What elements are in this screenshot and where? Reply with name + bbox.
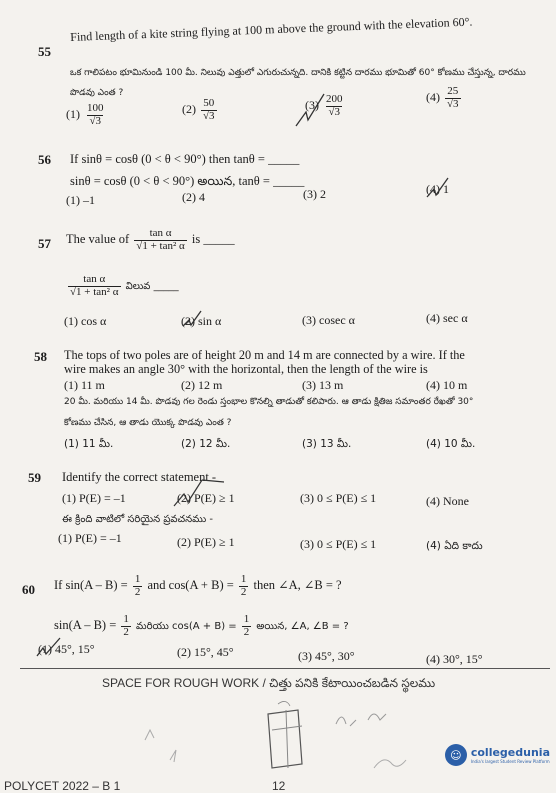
q56-option-1: (1) –1 [66, 193, 95, 207]
q58-telugu-option-1: (1) 11 మీ. [64, 438, 114, 450]
answer-tick-mark [424, 175, 452, 203]
question-55-english: Find length of a kite string flying at 100 m above the ground with the elevation 60°. [70, 14, 473, 44]
q58-telugu-option-4: (4) 10 మీ. [426, 438, 476, 450]
question-55-telugu: ఒక గాలిపటం భూమినుండి 100 మీ. నిలువు ఎత్తులో ఎగురుచున్నది. దానికి కట్టిన దారము భూమితో 60° కోణము చేస్తున్న, దారము పొడవు ఎంత ? [70, 68, 526, 98]
question-number-57: 57 [38, 236, 51, 251]
page-number: 12 [272, 779, 286, 793]
question-58-english-line-2: wire makes an angle 30° with the horizontal, then the length of the wire is [64, 362, 428, 376]
q59-telugu-option-3: (3) 0 ≤ P(E) ≤ 1 [300, 537, 377, 551]
q58-telugu-option-3: (3) 13 మీ. [302, 438, 352, 450]
pencil-scribble [168, 476, 228, 510]
q58-telugu-option-2: (2) 12 మీ. [181, 438, 231, 450]
q58-option-3: (3) 13 m [302, 378, 344, 392]
collegedunia-logo: ☺ collegedunia India's largest Student Review Platform [445, 744, 550, 766]
question-number-55: 55 [38, 44, 51, 59]
question-58-telugu-line-2: కోణము చేసిన, ఆ తాడు యొక్క పొడవు ఎంత ? [64, 418, 232, 428]
mascot-icon: ☺ [445, 744, 467, 766]
q56-option-2: (2) 4 [182, 190, 205, 204]
answer-tick-mark [180, 308, 204, 332]
q55-option-4: (4) $\frac{25}{√3}$ [426, 85, 459, 110]
q55-option-3: (3) $\frac{200}{√3}$ [305, 93, 343, 118]
rough-work-label: SPACE FOR ROUGH WORK / చిత్తు పనికి కేటాయించబడిన స్థలము [102, 676, 436, 690]
q60-option-4: (4) 30°, 15° [426, 652, 483, 666]
q59-telugu-option-2: (2) P(E) ≥ 1 [177, 535, 235, 549]
question-number-56: 56 [38, 152, 51, 167]
q59-option-3: (3) 0 ≤ P(E) ≤ 1 [300, 491, 377, 505]
q59-option-2: (2) P(E) ≥ 1 [177, 491, 235, 505]
question-60-english: If sin(A – B) = $\frac{1}{2}$ and cos(A + B) = $\frac{1}{2}$ then ∠A, ∠B = ? [54, 573, 342, 598]
question-57-english: The value of $\frac{\text{tan α}}{\text{√1 + tan² α}}$ is _____ [66, 227, 235, 252]
question-56-english: If sinθ = cosθ (0 < θ < 90°) then tanθ = _____ [70, 152, 300, 166]
question-59-telugu: ఈ క్రింది వాటిలో సరియైన ప్రవచనము - [62, 514, 213, 525]
question-56-telugu: sinθ = cosθ (0 < θ < 90°) అయిన, tanθ = _____ [70, 174, 305, 188]
answer-tick-mark [292, 90, 328, 132]
question-58-telugu-line-1: 20 మీ. మరియు 14 మీ. పొడవు గల రెండు స్తంభాల కొనల్ని తాడుతో కలిపారు. ఆ తాడు క్షితిజ సమాంతర రేఖతో 30° [64, 397, 474, 407]
q55-option-1: (1) $\frac{100}{√3}$ [66, 102, 104, 127]
q60-option-2: (2) 15°, 45° [177, 645, 234, 659]
q57-option-4: (4) sec α [426, 311, 468, 325]
q57-option-3: (3) cosec α [302, 313, 355, 327]
q57-option-1: (1) cos α [64, 314, 107, 328]
question-number-60: 60 [22, 582, 35, 597]
q58-option-4: (4) 10 m [426, 378, 468, 392]
section-divider [20, 668, 550, 669]
question-number-58: 58 [34, 349, 47, 364]
answer-tick-mark [34, 636, 64, 662]
q59-option-4: (4) None [426, 494, 469, 508]
question-57-telugu: $\frac{\text{tan α}}{\text{√1 + tan² α}}$ విలువ _____ [70, 273, 179, 298]
q57-option-2: (2) sin α [181, 314, 222, 328]
question-59-english: Identify the correct statement - [62, 470, 217, 484]
q58-option-1: (1) 11 m [64, 378, 105, 392]
q55-option-2: (2) $\frac{50}{√3}$ [182, 97, 215, 122]
q60-option-1: (1) 45°, 15° [38, 642, 95, 656]
rough-work-scribbles [130, 690, 430, 786]
q60-option-3: (3) 45°, 30° [298, 649, 355, 663]
paper-code: POLYCET 2022 – B 1 [4, 779, 121, 793]
q59-telugu-option-1: (1) P(E) = –1 [58, 531, 122, 545]
q56-option-4: (4) 1 [426, 182, 449, 196]
q58-option-2: (2) 12 m [181, 378, 223, 392]
question-number-59: 59 [28, 470, 41, 485]
q59-telugu-option-4: (4) ఏది కాదు [426, 540, 483, 552]
question-58-english-line-1: The tops of two poles are of height 20 m and 14 m are connected by a wire. If the [64, 348, 465, 362]
q56-option-3: (3) 2 [303, 187, 326, 201]
question-60-telugu: sin(A – B) = $\frac{1}{2}$ మరియు cos(A + B) = $\frac{1}{2}$ అయిన, ∠A, ∠B = ? [54, 613, 349, 638]
q59-option-1: (1) P(E) = –1 [62, 491, 126, 505]
